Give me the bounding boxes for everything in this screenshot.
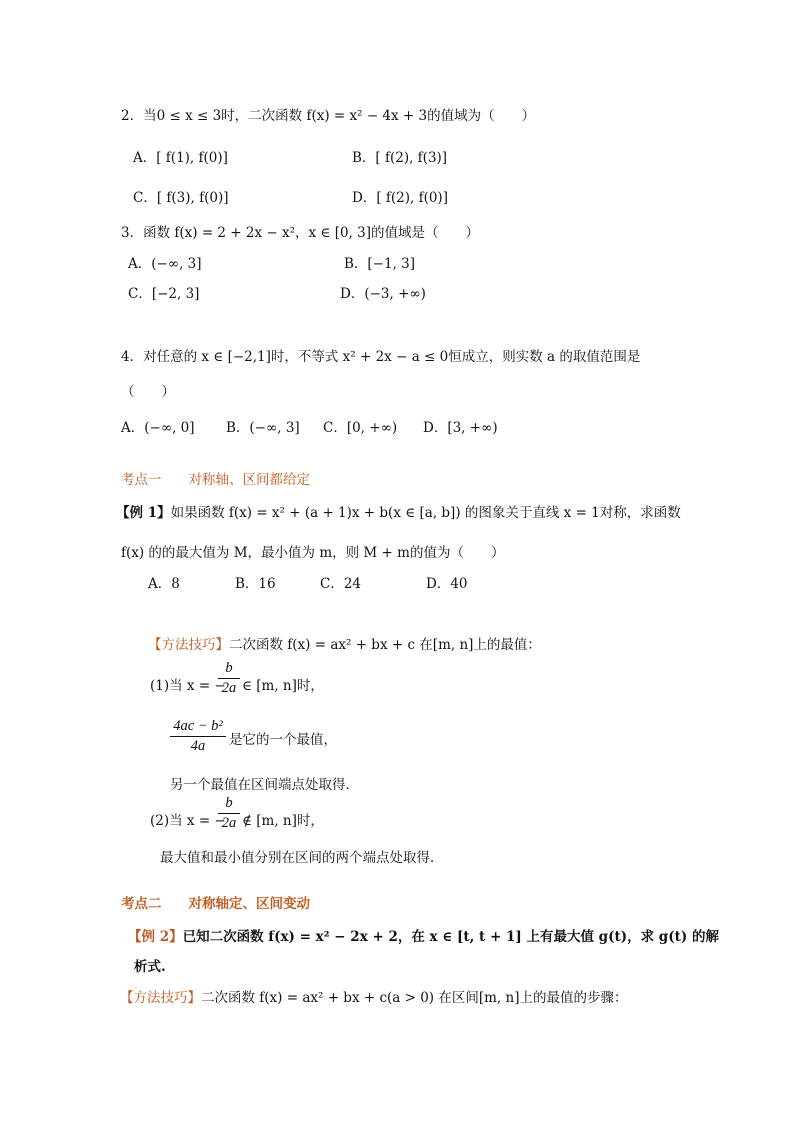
case-2-denominator: 2a <box>221 815 237 831</box>
example-1-option-a: A．8 <box>148 576 180 592</box>
example-2-line1: 已知二次函数 f(x) = x² − 2x + 2，在 x ∈ [t, t + 1] 上有最大值 g(t)，求 g(t) 的解 <box>182 929 719 945</box>
q4-stem: 4．对任意的 x ∈ [−2,1]时，不等式 x² + 2x − a ≤ 0恒成立，则实数 a 的取值范围是 <box>121 349 641 365</box>
case-1-suffix: ∈ [m, n]时， <box>242 678 324 694</box>
q2-option-b: B．[ f(2), f(3)] <box>352 150 448 166</box>
section-title-2: 考点二 对称轴定、区间变动 <box>121 896 310 912</box>
example-1-tag: 【例 1】 <box>116 505 171 521</box>
q2-option-c: C．[ f(3), f(0)] <box>133 190 229 206</box>
case-1-numerator: b <box>225 660 233 676</box>
method-tip-1 <box>148 636 541 654</box>
extreme-value-text: 是它的一个最值， <box>229 732 337 748</box>
case-1-fraction <box>218 660 240 697</box>
q4-paren: （ ） <box>121 384 175 400</box>
q2-option-d: D．[ f(2), f(0)] <box>352 190 448 206</box>
case-2-suffix: ∉ [m, n]时， <box>242 813 324 829</box>
case-2-text: 最大值和最小值分别在区间的两个端点处取得． <box>160 850 444 866</box>
q3-option-a: A．(−∞, 3] <box>128 256 202 272</box>
q4-option-a: A．(−∞, 0] <box>121 420 195 436</box>
q3-option-d: D．(−3, +∞) <box>340 286 426 302</box>
example-2-line2: 析式. <box>134 959 166 975</box>
example-2-tag: 【例 2】 <box>128 929 183 945</box>
other-extreme-text: 另一个最值在区间端点处取得． <box>170 777 359 793</box>
extreme-value-numerator: 4ac − b² <box>173 718 223 734</box>
q3-option-b: B．[−1, 3] <box>344 256 416 272</box>
method-tip-2-tag: 【方法技巧】 <box>120 990 201 1006</box>
example-1-option-d: D．40 <box>426 576 468 592</box>
example-1-line2: f(x) 的的最大值为 M，最小值为 m，则 M + m的值为（ ） <box>121 545 505 561</box>
example-1 <box>116 504 681 522</box>
method-tip-2-text: 二次函数 f(x) = ax² + bx + c(a > 0) 在区间[m, n]上的最值的步骤： <box>201 990 628 1006</box>
case-2-numerator: b <box>225 795 233 811</box>
q3-stem: 3．函数 f(x) = 2 + 2x − x²，x ∈ [0, 3]的值域是（ ） <box>121 225 480 241</box>
q2-option-a: A．[ f(1), f(0)] <box>133 150 228 166</box>
q3-option-c: C．[−2, 3] <box>128 286 200 302</box>
extreme-value-fraction <box>170 718 226 755</box>
section-title-1: 考点一 对称轴、区间都给定 <box>121 472 310 488</box>
example-1-line1: 如果函数 f(x) = x² + (a + 1)x + b(x ∈ [a, b]) 的图象关于直线 x = 1对称，求函数 <box>170 505 681 521</box>
q4-option-c: C．[0, +∞) <box>323 420 398 436</box>
q2-stem: 2．当0 ≤ x ≤ 3时，二次函数 f(x) = x² − 4x + 3的值域为（ ） <box>121 108 536 124</box>
method-tip-1-tag: 【方法技巧】 <box>148 637 229 653</box>
case-2-fraction <box>218 795 240 832</box>
case-2-prefix: (2)当 x = − <box>150 813 226 829</box>
extreme-value-denominator: 4a <box>190 738 206 754</box>
example-1-option-b: B．16 <box>235 576 276 592</box>
example-2 <box>128 928 719 946</box>
method-tip-2 <box>120 989 627 1007</box>
case-1-denominator: 2a <box>221 680 237 696</box>
q4-option-b: B．(−∞, 3] <box>226 420 300 436</box>
case-1-prefix: (1)当 x = − <box>150 678 226 694</box>
example-1-option-c: C．24 <box>320 576 362 592</box>
q4-option-d: D．[3, +∞) <box>423 420 498 436</box>
method-tip-1-text: 二次函数 f(x) = ax² + bx + c 在[m, n]上的最值： <box>229 637 541 653</box>
